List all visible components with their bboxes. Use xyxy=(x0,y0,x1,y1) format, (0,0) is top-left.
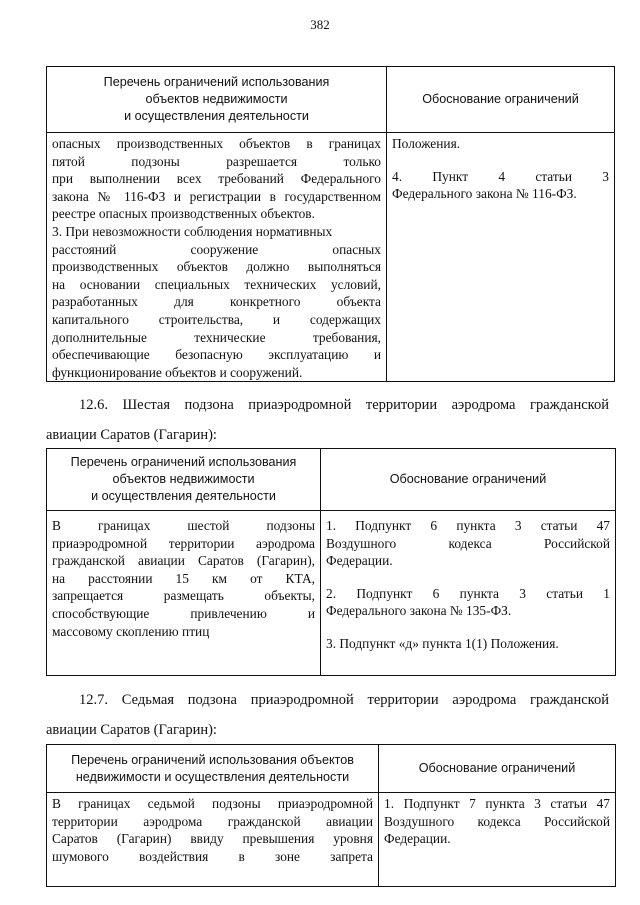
table-row xyxy=(47,133,615,382)
header-restrictions: Перечень ограничений использования объектов недвижимости и осуществления деятельности xyxy=(47,67,387,133)
restrictions-table-6 xyxy=(46,448,616,676)
restrictions-cell: опасных производственных объектов в границах пятой подзоны разрешается только при выполнении всех требований Федерального закона № 116-ФЗ и регистрации в государственном реестре опасных производственных объектов. 3. При невозможности соблюдения нормативных расстояний сооружение опасных производственных объектов должно выполняться на основании специальных технических условий, разработанных для конкретного объекта капитального строительства, и содержащих дополнительные технические требования, обеспечивающие безопасную эксплуатацию и функционирование объектов и сооружений. xyxy=(47,133,387,382)
header-justification: Обоснование ограничений xyxy=(387,67,615,133)
restrictions-table-5 xyxy=(46,66,615,382)
restrictions-cell: В границах шестой подзоны приаэродромной территории аэродрома гражданской авиации Саратов (Гагарин), на расстоянии 15 км от КТА, запрещается размещать объекты, способствующие привлечению и массовому скоплению птиц xyxy=(47,511,321,676)
table-header-row xyxy=(47,67,615,133)
header-restrictions: Перечень ограничений использования объектов недвижимости и осуществления деятельности xyxy=(47,449,321,511)
justification-cell: 1. Подпункт 6 пункта 3 статьи 47 Воздушного кодекса Российской Федерации. 2. Подпункт 6 пункта 3 статьи 1 Федерального закона № 135-ФЗ. 3. Подпункт «д» пункта 1(1) Положения. xyxy=(321,511,616,676)
restrictions-table-7 xyxy=(46,744,616,887)
header-justification: Обоснование ограничений xyxy=(321,449,616,511)
header-justification: Обоснование ограничений xyxy=(379,745,616,793)
restrictions-cell: В границах седьмой подзоны приаэродромной территории аэродрома гражданской авиации Саратов (Гагарин) ввиду превышения уровня шумового воздействия в зоне запрета xyxy=(47,793,379,887)
section-heading-12-6: 12.6. Шестая подзона приаэродромной территории аэродрома гражданской авиации Саратов (Гагарин): xyxy=(46,397,609,443)
table-header-row xyxy=(47,745,616,793)
page-number: 382 xyxy=(310,17,330,32)
section-heading-12-7: 12.7. Седьмая подзона приаэродромной территории аэродрома гражданской авиации Саратов (Гагарин): xyxy=(46,692,609,738)
table-row xyxy=(47,793,616,887)
header-restrictions: Перечень ограничений использования объектов недвижимости и осуществления деятельности xyxy=(47,745,379,793)
table-row xyxy=(47,511,616,676)
justification-cell: Положения. 4. Пункт 4 статьи 3 Федерального закона № 116-ФЗ. xyxy=(387,133,615,382)
justification-cell: 1. Подпункт 7 пункта 3 статьи 47 Воздушного кодекса Российской Федерации. xyxy=(379,793,616,887)
table-header-row xyxy=(47,449,616,511)
